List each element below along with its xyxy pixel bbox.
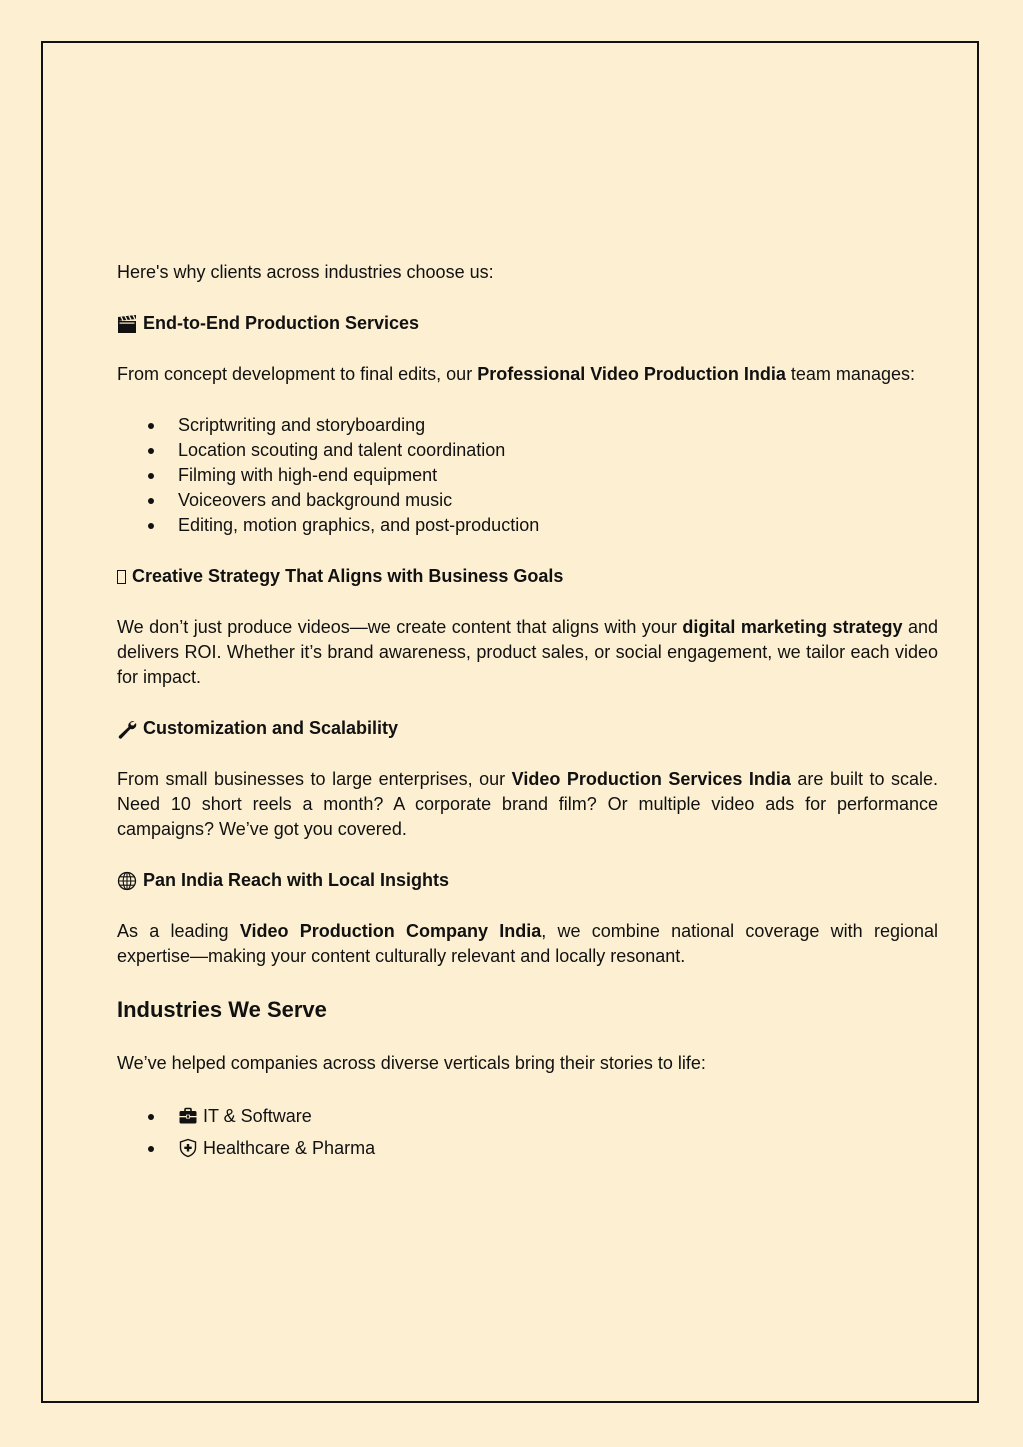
industries-intro: We’ve helped companies across diverse verticals bring their stories to life: [117,1053,706,1073]
shield-plus-icon [178,1138,198,1158]
section-heading-label: Pan India Reach with Local Insights [143,870,450,890]
paragraph-text: As a leading [117,921,240,941]
section-paragraph [117,919,938,969]
list-item [117,1134,938,1166]
paragraph-text: From small businesses to large enterprises, our [117,769,512,789]
paragraph-text: team manages: [785,364,915,384]
paragraph-text: are built to scale. Need 10 short reels a month? A corporate brand film? Or multiple video ads for performance campaigns? We’ve got you covered. [117,769,938,839]
section-heading-production [117,311,938,336]
document-content [117,260,938,1192]
list-item: Location scouting and talent coordination [117,438,938,463]
globe-icon [117,871,137,891]
list-item: Filming with high-end equipment [117,463,938,488]
section-heading-reach [117,868,938,893]
intro-text: Here's why clients across industries choose us: [117,262,494,282]
industry-label: Healthcare & Pharma [203,1138,376,1158]
paragraph-bold-link-text: Professional Video Production India [477,364,786,384]
list-item: Voiceovers and background music [117,488,938,513]
paragraph-text: , we combine national coverage with regional expertise—making your content culturally relevant and locally resonant. [117,921,938,966]
paragraph-text: We don’t just produce videos—we create content that aligns with your [117,617,683,637]
page-frame [41,41,979,1403]
section-paragraph [117,362,938,387]
section-heading-customization [117,716,938,741]
list-item: Editing, motion graphics, and post-production [117,513,938,538]
list-item [117,1102,938,1134]
clapperboard-icon [117,314,137,334]
paragraph-bold-link-text: digital marketing strategy [682,617,903,637]
section-heading-label: End-to-End Production Services [143,313,420,333]
industries-list [117,1102,938,1166]
list-item: Scriptwriting and storyboarding [117,413,938,438]
industries-heading: Industries We Serve [117,997,327,1022]
briefcase-icon [178,1106,198,1126]
section-paragraph [117,615,938,690]
paragraph-text: From concept development to final edits, our [117,364,478,384]
section-heading-strategy [117,564,938,589]
services-list [117,413,938,538]
paragraph-bold-link-text: Video Production Company India [239,921,542,941]
missing-glyph-icon [117,570,126,584]
paragraph-bold-link-text: Video Production Services India [511,769,791,789]
section-paragraph [117,767,938,842]
section-heading-label: Creative Strategy That Aligns with Business Goals [132,566,564,586]
paragraph-text: and delivers ROI. Whether it’s brand awareness, product sales, or social engagement, we tailor each video for impact. [117,617,939,687]
wrench-icon [117,719,137,739]
section-heading-label: Customization and Scalability [143,718,399,738]
industry-label: IT & Software [203,1106,312,1126]
